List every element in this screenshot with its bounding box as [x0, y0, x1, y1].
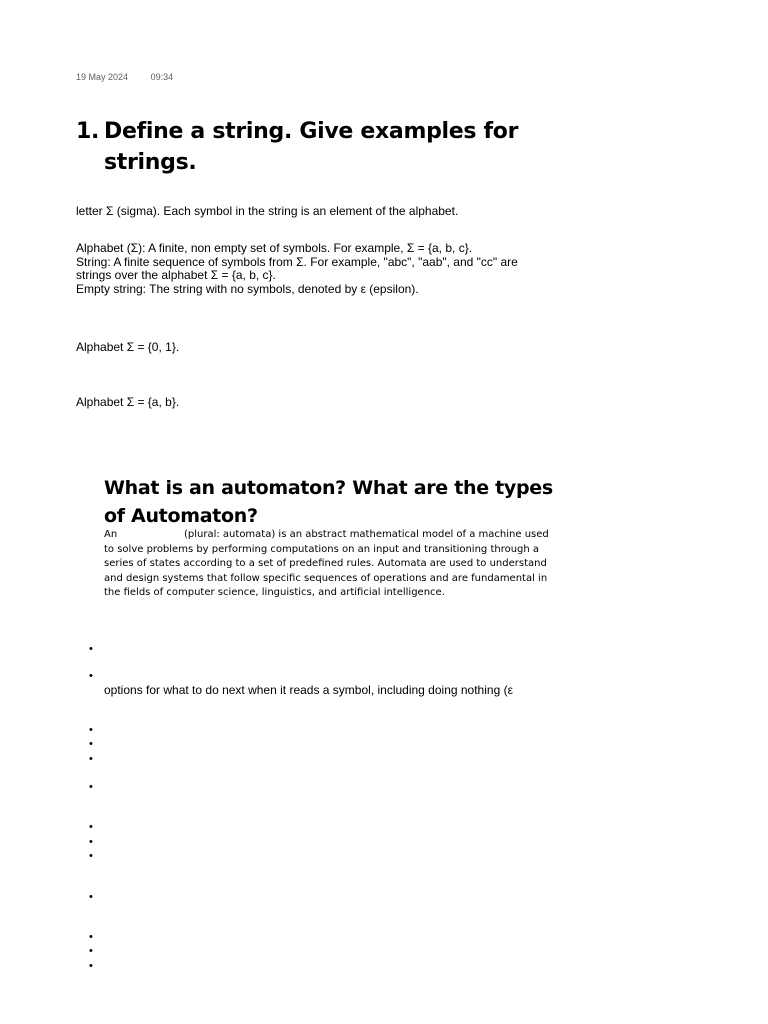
list-bullet — [89, 948, 95, 954]
automaton-body-text: (plural: automata) is an abstract mathematical model of a machine used to solve problems by performing computations on an input and transitioning through a series of states according to a set of predefined rules. Automata are used to understand and design systems that follow specific sequences of operations and are fundamental in the fields of computer science, linguistics, and artificial intelligence. — [104, 529, 549, 598]
automaton-lead-word: An — [104, 529, 118, 540]
example-ab-alphabet: Alphabet Σ = {a, b}. — [76, 395, 180, 409]
definition-string-line1: String: A finite sequence of symbols from Σ. For example, "abc", "aab", and "cc" are — [76, 255, 518, 269]
definition-empty-string: Empty string: The string with no symbols, denoted by ε (epsilon). — [76, 282, 419, 296]
heading-automaton: What is an automaton? What are the types of Automaton? — [104, 477, 553, 527]
definition-string-line2: strings over the alphabet Σ = {a, b, c}. — [76, 268, 276, 282]
note-timestamp — [76, 72, 173, 82]
list-bullet — [89, 853, 95, 859]
list-bullet — [89, 784, 95, 790]
note-date: 19 May 2024 — [76, 72, 129, 82]
list-bullet — [89, 894, 95, 900]
heading-define-string — [76, 116, 576, 178]
list-bullet — [89, 824, 95, 830]
list-bullet — [89, 646, 95, 652]
list-bullet — [89, 839, 95, 845]
list-bullet — [89, 934, 95, 940]
list-bullet — [89, 756, 95, 762]
list-bullet — [89, 741, 95, 747]
heading-number: 1. — [76, 119, 100, 144]
intro-paragraph: letter Σ (sigma). Each symbol in the string is an element of the alphabet. — [76, 204, 459, 218]
heading-text: Define a string. Give examples for strings. — [104, 119, 519, 175]
example-binary-alphabet: Alphabet Σ = {0, 1}. — [76, 340, 180, 354]
options-line: options for what to do next when it reads a symbol, including doing nothing (ε — [104, 683, 513, 697]
list-bullet — [89, 673, 95, 679]
automaton-paragraph — [104, 528, 554, 601]
note-time: 09:34 — [150, 72, 174, 82]
list-bullet — [89, 727, 95, 733]
list-bullet — [89, 963, 95, 969]
definition-alphabet: Alphabet (Σ): A finite, non empty set of symbols. For example, Σ = {a, b, c}. — [76, 241, 473, 255]
